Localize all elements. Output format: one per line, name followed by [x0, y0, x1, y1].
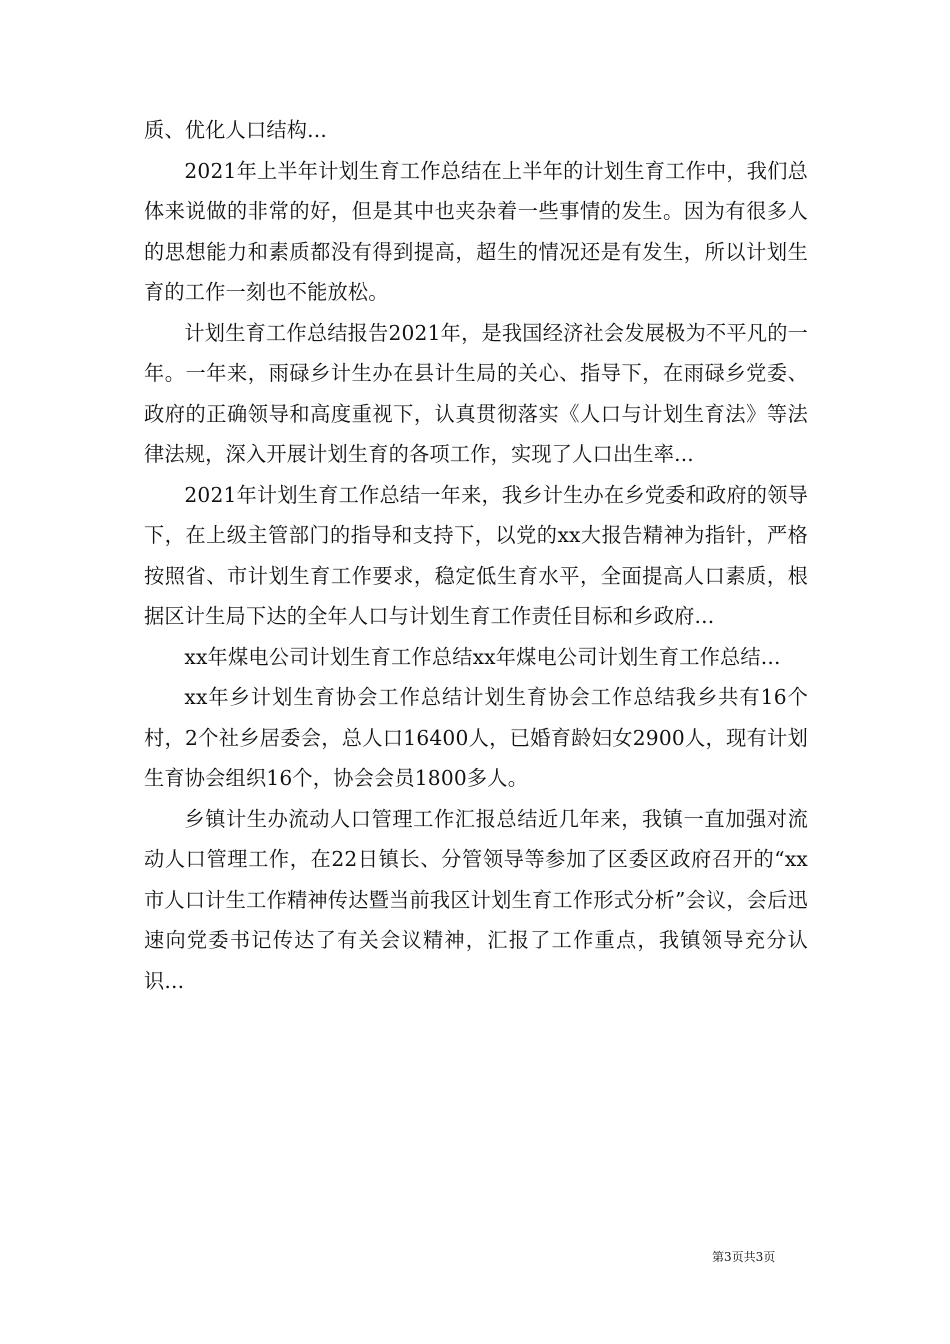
page-number-footer: 第3页共3页 [712, 1250, 776, 1264]
paragraph-continuation: 质、优化人口结构... [144, 118, 327, 142]
paragraph-floating-population-report: 乡镇计生办流动人口管理工作汇报总结近几年来，我镇一直加强对流动人口管理工作，在22日镇长、分管领导等参加了区委区政府召开的“xx市人口计生工作精神传达暨当前我区计划生育工作形式分析”会议，会后迅速向党委书记传达了有关会议精神，汇报了工作重点，我镇领导充分认识... [144, 806, 808, 993]
paragraph-2021-half-year-summary: 2021年上半年计划生育工作总结在上半年的计划生育工作中，我们总体来说做的非常的好，但是其中也夹杂着一些事情的发生。因为有很多人的思想能力和素质都没有得到提高，超生的情况还是有发生，所以计划生育的工作一刻也不能放松。 [144, 158, 808, 304]
paragraph-family-planning-report: 计划生育工作总结报告2021年，是我国经济社会发展极为不平凡的一年。一年来，雨碌乡计生办在县计生局的关心、指导下，在雨碌乡党委、政府的正确领导和高度重视下，认真贯彻落实《人口与计划生育法》等法律法规，深入开展计划生育的各项工作，实现了人口出生率... [144, 320, 808, 466]
document-body [144, 110, 808, 1001]
paragraph-2021-annual-summary: 2021年计划生育工作总结一年来，我乡计生办在乡党委和政府的领导下，在上级主管部门的指导和支持下，以党的xx大报告精神为指针，严格按照省、市计划生育工作要求，稳定低生育水平，全面提高人口素质，根据区计生局下达的全年人口与计划生育工作责任目标和乡政府... [144, 482, 808, 628]
paragraph-power-company-summary: xx年煤电公司计划生育工作总结xx年煤电公司计划生育工作总结... [184, 644, 781, 669]
paragraph-association-summary: xx年乡计划生育协会工作总结计划生育协会工作总结我乡共有16个村，2个社乡居委会，总人口16400人，已婚育龄妇女2900人，现有计划生育协会组织16个，协会会员1800多人。 [144, 685, 808, 790]
